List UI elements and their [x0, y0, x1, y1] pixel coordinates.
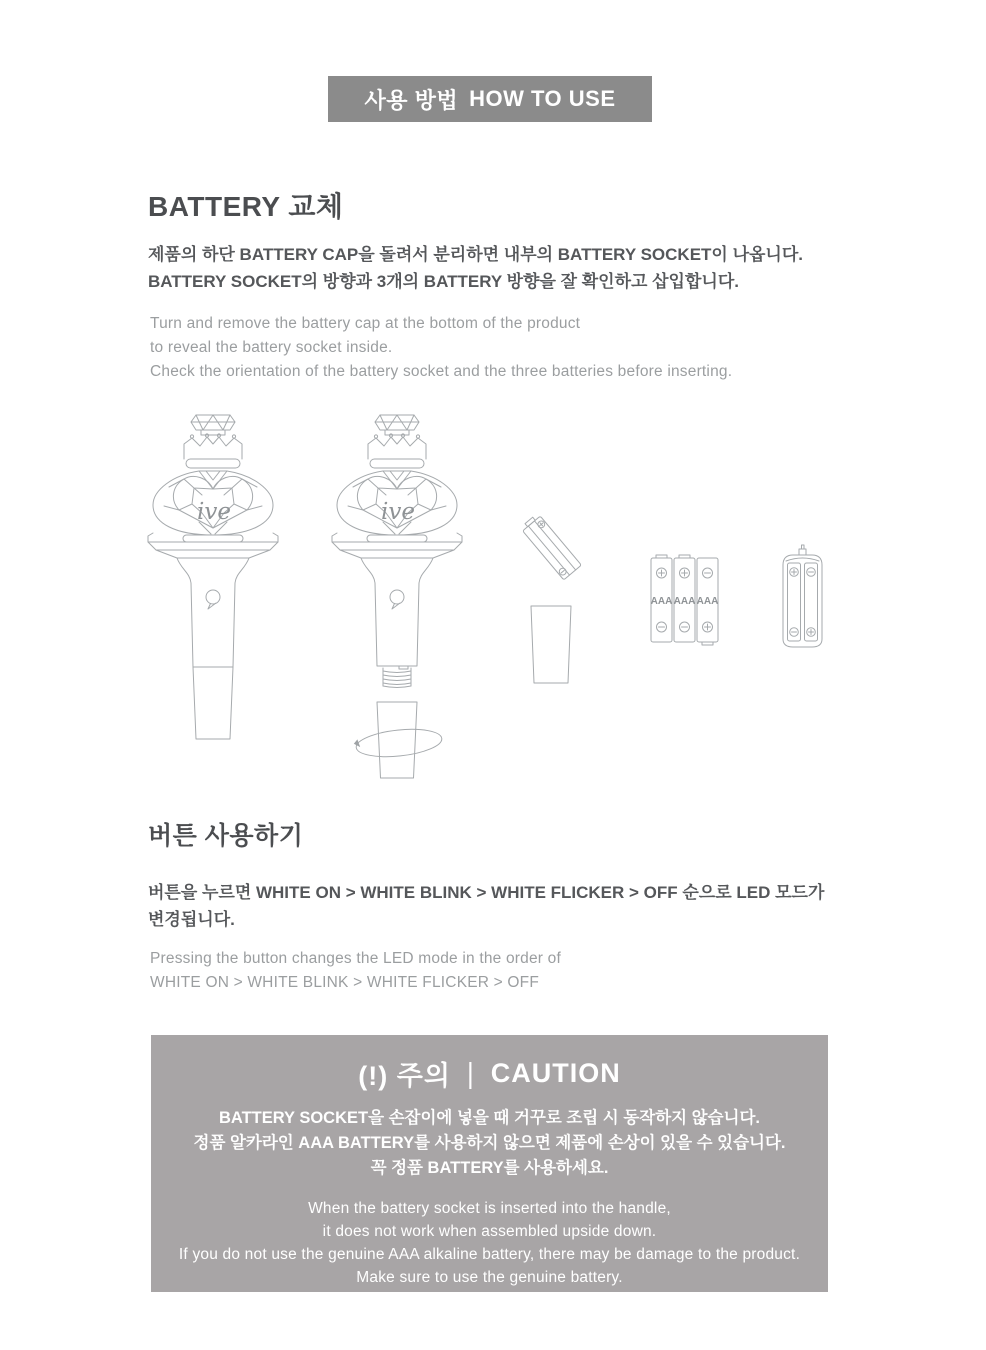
caution-korean-text	[151, 1106, 828, 1181]
korean-text-line: 제품의 하단 BATTERY CAP을 돌려서 분리하면 내부의 BATTERY SOCKET이 나옵니다.	[148, 245, 803, 264]
battery-cap-upright	[531, 606, 571, 683]
korean-text-line: 버튼을 누르면 WHITE ON > WHITE BLINK > WHITE FLICKER > OFF 순으로 LED 모드가	[148, 883, 825, 902]
button-section-title: 버튼 사용하기	[148, 822, 304, 850]
caution-english-text	[151, 1197, 828, 1289]
lightstick-battery-cap-removed	[332, 415, 462, 778]
english-text-line: it does not work when assembled upside down.	[322, 1223, 657, 1240]
button-instructions-english	[150, 947, 561, 995]
battery-section-title: BATTERY 교체	[148, 191, 344, 222]
lightstick-button	[206, 590, 220, 609]
lightstick-assembled	[148, 415, 278, 739]
english-text-line: When the battery socket is inserted into the handle,	[308, 1200, 671, 1217]
korean-text-line: BATTERY SOCKET을 손잡이에 넣을 때 거꾸로 조립 시 동작하지 않습니다.	[218, 1109, 761, 1127]
battery-instructions-korean	[148, 241, 803, 295]
ive-logo: ive	[381, 499, 415, 525]
caution-title-divider: |	[466, 1056, 475, 1090]
aaa-battery	[674, 555, 696, 642]
english-text-line: Make sure to use the genuine battery.	[356, 1269, 623, 1286]
english-text-line: Turn and remove the battery cap at the bottom of the product	[150, 315, 581, 332]
battery-cap-attached	[193, 667, 233, 739]
battery-cap-detached	[377, 702, 417, 778]
ive-logo: ive	[197, 499, 231, 525]
english-text-line: Pressing the button changes the LED mode in the order of	[150, 950, 562, 967]
screw-threads	[383, 668, 411, 688]
caution-box	[151, 1035, 828, 1292]
battery-instructions-english	[150, 312, 732, 384]
battery-replacement-diagram	[0, 400, 986, 800]
aaa-battery-reversed	[697, 558, 719, 645]
aaa-battery	[651, 555, 673, 642]
rotate-arrow-icon	[353, 726, 443, 761]
button-instructions-korean	[148, 879, 824, 933]
english-text-line: If you do not use the genuine AAA alkaline battery, there may be damage to the product.	[178, 1246, 801, 1263]
english-text-line: to reveal the battery socket inside.	[150, 339, 393, 356]
badge-korean-label: 사용 방법	[364, 87, 459, 113]
korean-text-line: 변경됩니다.	[148, 910, 235, 929]
caution-title-korean: (!) 주의	[358, 1061, 451, 1091]
caution-title	[151, 1054, 828, 1093]
battery-socket-tilted	[520, 513, 581, 580]
english-text-line: WHITE ON > WHITE BLINK > WHITE FLICKER > OFF	[150, 974, 540, 991]
korean-text-line: BATTERY SOCKET의 방향과 3개의 BATTERY 방향을 잘 확인하고 삽입합니다.	[148, 272, 739, 291]
korean-text-line: 정품 알카라인 AAA BATTERY를 사용하지 않으면 제품에 손상이 있을 수 있습니다.	[193, 1134, 786, 1152]
battery-socket-loaded	[783, 545, 822, 647]
how-to-use-badge	[328, 76, 652, 122]
lightstick-button	[390, 590, 404, 609]
battery-size-label: AAA	[696, 596, 719, 607]
battery-size-label: AAA	[650, 596, 673, 607]
battery-size-label: AAA	[673, 596, 696, 607]
badge-english-label: HOW TO USE	[469, 86, 616, 111]
aaa-batteries	[651, 555, 719, 645]
caution-title-english: CAUTION	[490, 1058, 621, 1088]
korean-text-line: 꼭 정품 BATTERY를 사용하세요.	[370, 1159, 609, 1177]
english-text-line: Check the orientation of the battery socket and the three batteries before inserting.	[150, 363, 733, 380]
